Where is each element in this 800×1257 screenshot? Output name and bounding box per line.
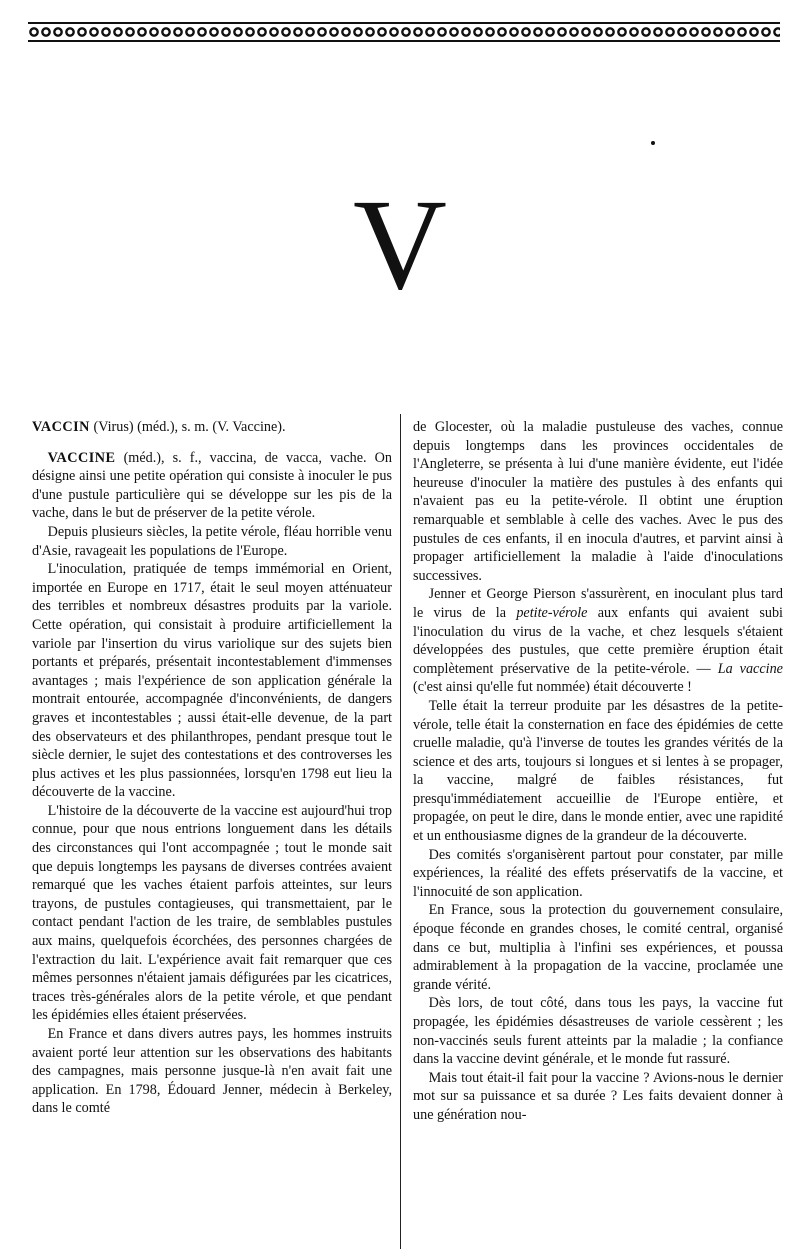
paragraph bbox=[413, 585, 783, 697]
entry-head: VACCINE bbox=[47, 449, 116, 466]
text-run: aux enfants qui avaient subi l'inoculation du virus de la vache, et chez lesquels s'étaient développées des pustules, que cette première éruption était complètement préservative de la petite-vérole. — bbox=[413, 604, 783, 677]
paragraph: de Glocester, où la maladie pustuleuse des vaches, connue depuis longtemps dans les provinces occidentales de l'Angleterre, se présenta à lui d'une manière évidente, eut l'idée heureuse d'inoculer la matière des pustules à des enfants qui n'avaient pas eu la petite-vérole. Il obtint une éruption remarquable et semblable à celle des vaches. Avec le pus des pustules de ces enfants, il en inocula d'autres, et parvint ainsi à propager artificiellement la maladie à l'aide d'inoculations successives. bbox=[413, 419, 783, 584]
paragraph: Telle était la terreur produite par les désastres de la petite-vérole, telle était la consternation en face des épidémies de cette cruelle maladie, qu'à l'inverse de toutes les grandes vérités de la science et des arts, toujours si longues et si lentes à se propager, la vaccine, malgré de faibles résistances, fut presqu'immédiatement accueillie de l'Europe entière, et propagée, on peut le dire, dans le monde entier, avec une rapidité et un enthousiasme dignes de la grandeur de la découverte. bbox=[413, 697, 783, 845]
paragraph: L'histoire de la découverte de la vaccine est aujourd'hui trop connue, pour que nous entrions longuement dans les détails des circonstances qui l'ont accompagnée ; tout le monde sait que depuis longtemps les paysans de diverses contrées avaient remarqué que les vaches étaient parfois atteintes, sur leurs trayons, de pustules contagieuses, qui transmettaient, par le contact pendant l'action de les traire, de semblables pustules aux mains, quelquefois écorchées, des personnes chargées de l'extraction du lait. L'expérience avait fait remarquer que ces mêmes personnes n'étaient jamais défigurées par les cicatrices, traces très-générales alors de la petite vérole, et que pendant les épidémies elles étaient préservées. bbox=[32, 802, 392, 1024]
left-column bbox=[32, 418, 392, 1118]
entry-head: VACCIN bbox=[32, 419, 90, 435]
paragraph: Des comités s'organisèrent partout pour constater, par mille expériences, la réalité des effets préservatifs de la vaccine, et l'innocuité de son application. bbox=[413, 846, 783, 900]
entry-text: (méd.), s. f., vaccina, de vacca, vache. On désigne ainsi une petite opération qui consiste à inoculer le pus d'une pustule particulière qui se développe sur les pis de la vache, dans le but de préserver de la petite vérole. bbox=[32, 449, 392, 522]
decorative-border bbox=[28, 20, 780, 44]
paragraph: Dès lors, de tout côté, dans tous les pays, la vaccine fut propagée, les épidémies désastreuses de variole cessèrent ; les non-vaccinés seuls furent atteints par la maladie ; la confiance dans la vaccine devint générale, et le monde fut rassuré. bbox=[413, 995, 783, 1068]
paragraph: Mais tout était-il fait pour la vaccine ? Avions-nous le dernier mot sur sa puissance et sa durée ? Les faits devaient donner à une génération nou- bbox=[413, 1069, 783, 1123]
paragraph: Depuis plusieurs siècles, la petite vérole, fléau horrible venu d'Asie, ravageait les populations de l'Europe. bbox=[32, 523, 392, 559]
text-run-italic: petite-vérole bbox=[516, 604, 588, 621]
entry-vaccin bbox=[32, 418, 392, 437]
entry-text: (Virus) (méd.), s. m. (V. Vaccine). bbox=[89, 419, 286, 435]
paragraph: En France, sous la protection du gouvernement consulaire, époque féconde en grandes choses, le comité central, organisé dans ce but, multiplia à l'infini ses expériences, et poussa admirablement à la propagation de la vaccine, proclamée une grande vérité. bbox=[413, 902, 783, 993]
text-run: (c'est ainsi qu'elle fut nommée) était découverte ! bbox=[413, 679, 692, 696]
right-column bbox=[413, 418, 783, 1125]
section-letter: V bbox=[353, 173, 447, 317]
column-rule bbox=[400, 414, 401, 1249]
ink-dot bbox=[651, 141, 655, 145]
text-run: Jenner et George Pierson s'assurèrent, en inoculant plus tard le virus de la bbox=[413, 586, 783, 621]
paragraph: L'inoculation, pratiquée de temps immémorial en Orient, importée en Europe en 1717, était le seul moyen atténuateur des terribles et nombreux désastres produits par la variole. Cette opération, qui consistait à produire artificiellement la variole par l'insertion du virus variolique sur des sujets bien portants et préparés, présentait incontestablement d'immenses avantages ; mais l'expérience de son application générale la montrait entourée, accompagnée d'inconvénients, de dangers graves et incontestables ; aussi était-elle devenue, de la part des observateurs et des philanthropes, pendant presque tout le siècle dernier, le sujet des contestations et des controverses les plus actives et les plus passionnées, lorsqu'en 1798 eut lieu la découverte de la vaccine. bbox=[32, 561, 392, 801]
entry-vaccine bbox=[32, 449, 392, 523]
text-run-italic: La vaccine bbox=[717, 660, 783, 677]
paragraph: En France et dans divers autres pays, les hommes instruits avaient porté leur attention sur les observations des habitants des campagnes, mais personne jusque-là n'en avait fait une application. En 1798, Édouard Jenner, médecin à Berkeley, dans le comté bbox=[32, 1026, 392, 1117]
